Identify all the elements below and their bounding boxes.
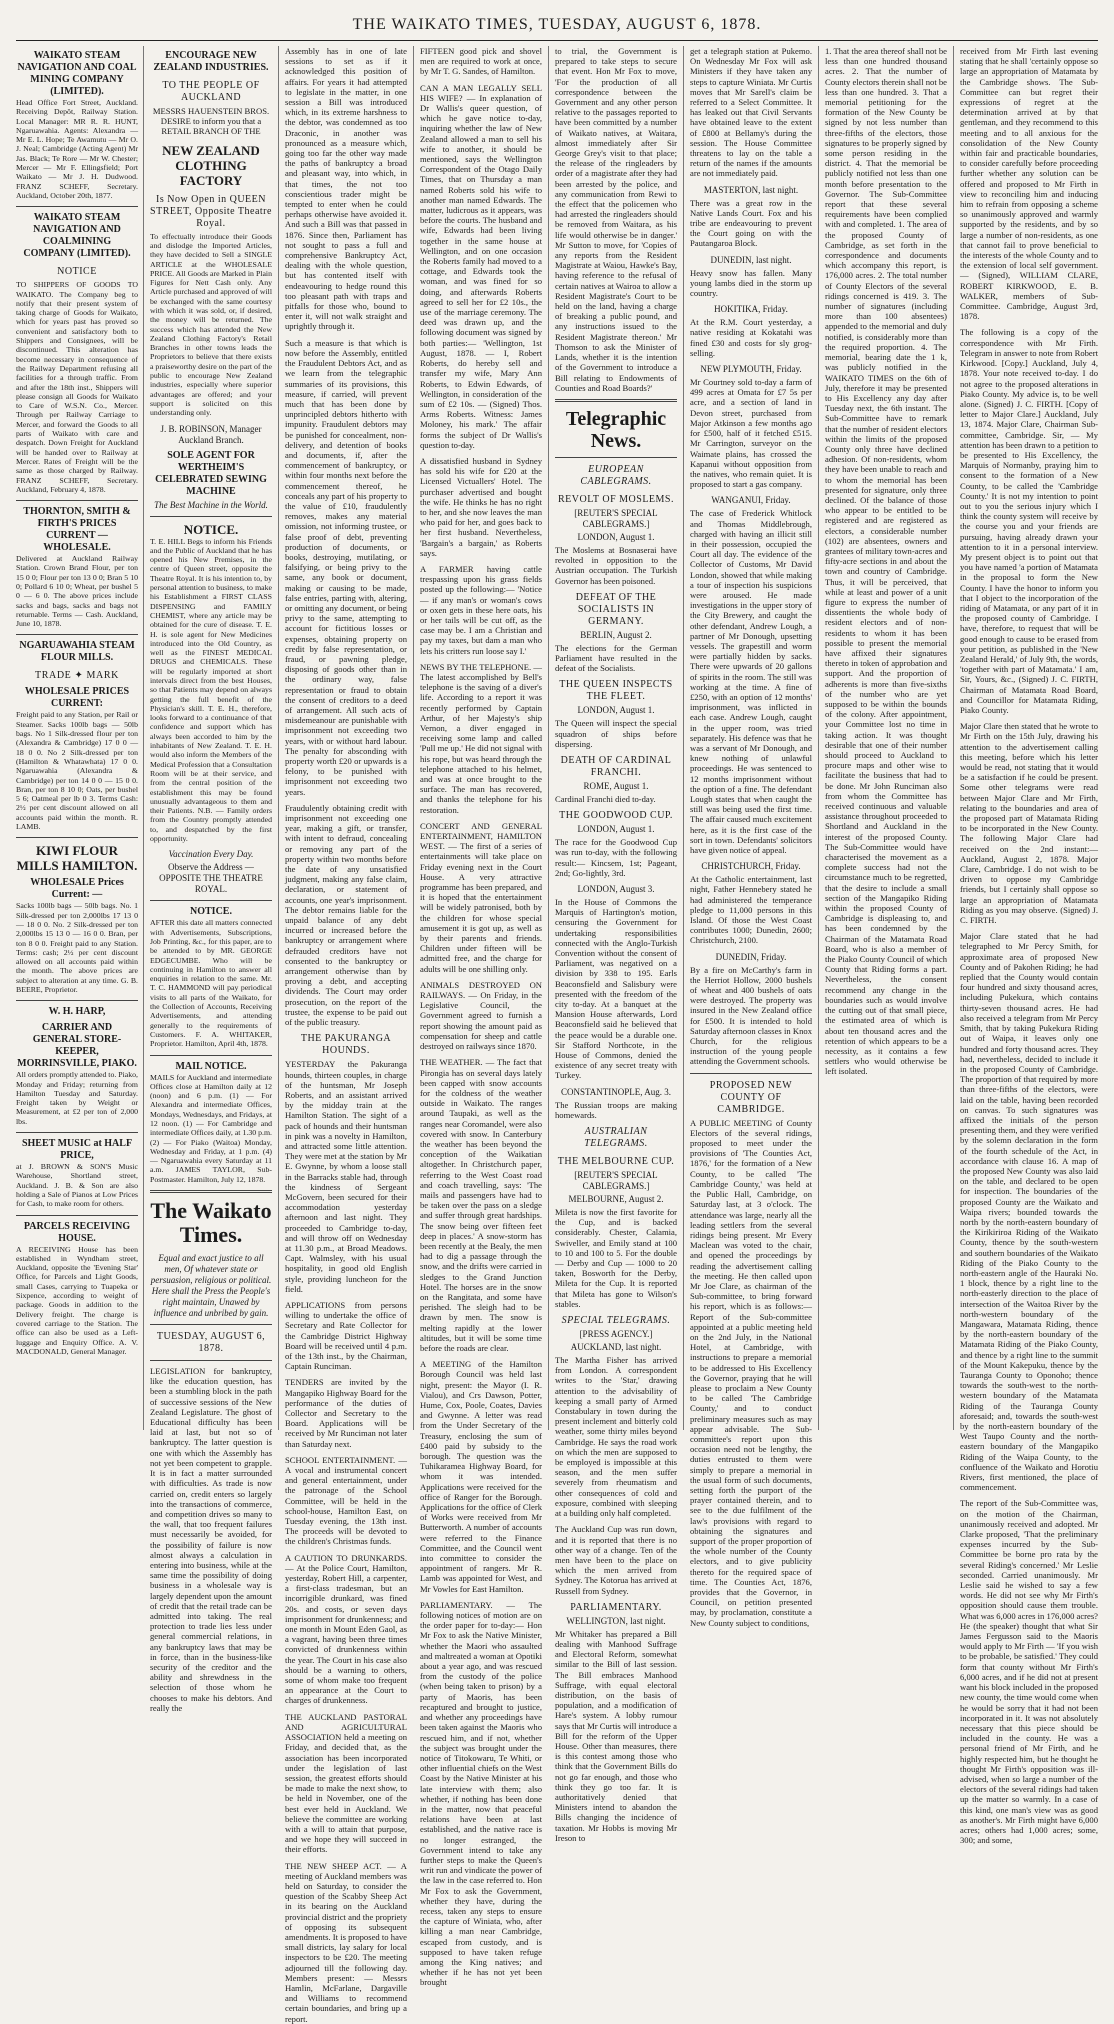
- divider: [150, 900, 272, 901]
- column-divider: [278, 46, 279, 1430]
- divider: [150, 1190, 272, 1193]
- column-2: [150, 46, 272, 1713]
- ad-title: NOTICE.: [183, 521, 239, 537]
- column-5: [555, 46, 677, 1843]
- article-paragraph: received from Mr Firth last evening stating that he shall 'certainly oppose so large an appropriation of Matamata by the Cambridge shows. The Sub-Committee can but regret their expressions of regret at the determination arrived at by that gentleman, and they recommend to this meeting and to all anxious for the consolidation of the New County within fair and practicable boundaries, to consider carefully before proceeding further whether any solution can be offered and proposed to Mr Firth in view to reconciling him and inducing him to refrain from opposing a scheme so unanimously approved and warmly supported by the residents, and by so large a number of non-residents, as one that cannot fail to prove beneficial to the interests of the whole County and to the extension of local self government. — (Signed), WILLIAM CLARE, ROBERT KIRKWOOD, E. B. WALKER, members of Sub-Committee. Cambridge, August 3rd, 1878.: [960, 46, 1098, 322]
- section-subtitle: EUROPEAN CABLEGRAMS.: [580, 463, 652, 487]
- article-paragraph: Assembly has in one of late sessions to set as if it acknowledged this position of affairs. For years it had attempted to legislate in the matter, in one session a Bill was introduced which, in its extreme harshness to the debtor, was condemned as too Draconic, in another was pronounced as a measure which, going too far the other way made the paths of bankruptcy a broad and pleasant way, into which, in that times, the not too conscientious trader might be tempted to enter when he could perhaps otherwise have avoided it. And such a Bill was that passed in 1876. Since then, Parliament has not sought to pass a full and comprehensive Bankruptcy Act, dealing with the whole question, but has contented itself with endeavouring to hedge round this too pleasant path with traps and pitfalls for those who, bound to enter it, will not walk straight and uprightly through it.: [285, 46, 407, 332]
- news-heading: THE QUEEN INSPECTS THE FLEET.: [559, 679, 673, 703]
- news-dateline: AUCKLAND, last night.: [570, 1342, 662, 1353]
- article-paragraph: FIFTEEN good pick and shovel men are required to work at once, by Mr T. G. Sandes, of Hamilton.: [420, 46, 542, 77]
- news-text: There was a great row in the Native Lands Court. Fox and his tribe are endeavouring to prevent the Court going on with the Pautangaroa Block.: [690, 197, 812, 249]
- news-dateline: MASTERTON, last night.: [703, 184, 799, 195]
- ad-title: PARCELS RECEIVING HOUSE.: [23, 1220, 131, 1244]
- article-paragraph: THE NEW SHEEP ACT. — A meeting of Auckland members was held on Saturday, to consider the question of the Scabby Sheep Act in its bearing on the Auckland provincial district and the propriety of opposing its subsequent amendments. It is proposed to have small districts, lay salary for local inspectors to be £20. The meeting adjourned till the following day. Members present: — Messrs Hamlin, McFarlane, Dargaville and Williams to recommend certain boundaries, and bring up a report.: [285, 1860, 407, 2024]
- column-divider: [953, 46, 954, 1430]
- divider: [555, 399, 677, 402]
- article-paragraph: The following is a copy of the correspondence with Mr Firth. Telegram in answer to note from Robert Kirkwood. [Copy.] Auckland, July 4, 1878. Your note received to-day. I do not agree to the proposed alterations in Piako County. My advice is, to be well alone. (Signed) J. C. FIRTH. [Copy of letter to Major Clare.] Auckland, July 13, 1874. Major Clare, Chairman Sub-committee, Cambridge. Sir, — My attention has been drawn to a petition to be presented to His Excellency, the Marquis of Normanby, praying him to consent to the formation of a New County, to be called the 'Cambridge County.' It is not my intention to point out to you the serious injury which I think the county system will receive by the course you and your friends are pursuing, having already drawn your attention to it in a personal interview. My present object is to point out that you have named 'a portion of Matamata in the proposal to form the New County. I have the honor to inform you that I object to the incorporation of the riding of Matamata, or any part of it in the proposed county of Cambridge. I have, therefore, to request that will be good enough to cause to be erased from your petition, as published in the 'New Zealand Herald,' of July 9th, the words, 'together with part of Matamata.' I am, Sir, Yours, &c., (Signed) J. C. FIRTH, Chairman of Matamata Road Board, and Councillor for Matamata Riding, Piako County.: [960, 327, 1098, 715]
- article-paragraph: APPLICATIONS from persons willing to undertake the office of Secretary and Rate Collector for the Cambridge District Highway Board will be received until 4 p.m. of the 13th inst., by the Chairman, Captain Runciman.: [285, 1299, 407, 1372]
- article-heading: PROPOSED NEW COUNTY OF CAMBRIDGE.: [709, 1079, 793, 1115]
- divider: [150, 516, 272, 517]
- column-3: [285, 46, 407, 2024]
- news-dateline: DUNEDIN, Friday.: [715, 951, 787, 962]
- news-text: Mileta is now the first favorite for the Cup, and is backed considerably. Chester, Calamia, Swiveller, and Emily stand at 100 to 10 and 100 to 5. For the double — Derby and Cup — 1000 to 20 taken, Bosworth for the Derby, Mileta for the Cup. It is reported that Mileta has gone to Wilson's stables.: [555, 1207, 677, 1309]
- news-heading: DEATH OF CARDINAL FRANCHI.: [560, 754, 672, 778]
- column-8: [960, 46, 1098, 1846]
- article-paragraph: 1. That the area thereof shall not be less than one hundred thousand acres. 2. That the number of County electors therein shall not be less than one hundred. 3. That a memorial petitioning for the formation of the New County be signed by not less number than three-fifths of the electors, those signatures to be properly signed by some person residing in the district. 4. That the memorial be publicly notified not less than one month before presentation to the Governor. The Sub-Committee report that these several requirements have been complied with and completed. 1. The area of the proposed County of Cambridge, as set forth in the correspondence and documents which accompany this report, is 176,000 acres. 2. The total number of County Electors of the several ridings concerned is 419. 3. The number of signatures (including more than 100 absentees) appended to the memorial and duly notified, is considerably more than the required proportion. 4. The memorial, bearing date the 1 k, was publicly notified in the WAIKATO TIMES on the 6th of July, therefore it may be presented to His Excellency any day after Tuesday next, the 6th instant. The Sub-Committee have to remark that the number of resident electors within the limits of the proposed County only three have declined adhesion. Of non-residents, whom they have been unable to reach and to whom the memorial has been presented for signature, only three declined. Of the balance of those who appear to be entitled to be registered and are registered as electors, a considerable number (102) are absentees, owners and grantees of military town-acres and fifty-acre sections in and about the town and country of Cambridge. Thus, it will be perceived, that while at least and power of a unit figure to express the number of dissentients the whole body of resident electors and of non-residents to whom it has been possible to present the memorial have affixed their signatures thereto in token of approbation and support. And the proportion of adherents is more than five-sixths of the number who are yet supposed to be within the bounds of the colony. After appointment, your Committee lost no time in taking action. It was thought desirable that one of their number should proceed to Auckland to procure maps and other wise to facilitate the business that had to be done. Mr John Runciman also from whom the Committee has received continuous and valuable assistance throughout proceeded to Shortland and Auckland in the interest of the proposed County. The Sub-Committee would have characterised the movement as a complete success had not the circumstance much to be regretted, that the desire to include a small section of the Mangapiko Riding within the proposed County of Cambridge is displeasing to, and has been condemned by the Chairman of the Matamata Road Board, who is also a member of the Piako County Council of which County that Riding forms a part. Nevertheless, the consent recommend any change in the boundaries such as would involve the cutting out of that small piece, the estimated area of which is about ten thousand acres and the retention of which appears to be a necessity, as it contains a few settlers who would otherwise be left isolated.: [825, 46, 947, 1077]
- column-divider: [548, 46, 549, 1430]
- column-4: [420, 46, 542, 1988]
- news-dateline: WANGANUI, Friday.: [711, 495, 791, 506]
- news-text: Mr Whitaker has prepared a Bill dealing with Manhood Suffrage and Electoral Reform, somewhat similar to the Bill of last session. The Bill embraces Manhood Suffrage, with equal electoral distribution, on the basis of population, and a modification of Hare's system. A lobby rumour says that Mr Curtis will introduce a Bill for the reform of the Upper House. Other than measures, there is this contest among those who think that the Government Bills do not go far enough, and those who think they go too far. It is authoritatively denied that Ministers intend to abandon the Bills changing the incidence of taxation. Mr Hobbs is moving Mr Ireson to: [555, 1628, 677, 1843]
- article-paragraph: to trial, the Government is prepared to take steps to secure that event. Hon Mr Fox to move, 'For the production of all correspondence between the Government and any other person relative to the passages reported to have been committed by a number of Waikato natives, at Waitara, almost immediately after Sir George Grey's visit to that place; the release of the ringleaders by order of a magistrate after they had been arrested by the police, and any communication from Rewi to the effect that the policemen who had arrested the ringleaders should be removed from Waitara, as his life would otherwise be in danger.' Mr Sutton to move, for 'Copies of any reports from the Resident Magistrate at Waiou, Hawke's Bay, having reference to the refusal of certain natives at Wairoa to allow a Resident Magistrate's Court to be held on the land, having a charge of breaking a public pound, and any instructions issued to the Resident Magistrate thereon.' Mr Thomson to ask the Minister of Lands, whether it is the intention of the Government to introduce a Bill relating to Endowments of Counties and Road Boards?': [555, 46, 677, 393]
- divider: [16, 206, 138, 207]
- ad-title: SHEET MUSIC at HALF PRICE,: [21, 1138, 133, 1162]
- news-dateline: CONSTANTINOPLE, Aug. 3.: [560, 1086, 672, 1097]
- ad-title: SOLE AGENT FOR WERTHEIM'S CELEBRATED SEWING MACHINE: [155, 449, 267, 497]
- article-paragraph: PARLIAMENTARY. — The following notices of motion are on the order paper for to-day:— Hon Mr Fox to ask the Native Minister, whether the Maori who assaulted and maltreated a woman at Opotiki about a year ago, and was rescued from the custody of the police (when being taken to prison) by a party of Maoris, has been recaptured and brought to justice, and whether any proceedings have been taken against the Maoris who rescued him, and if not, whether the subject was brought under the notice of Titokowaru, Te Whiti, or other influential chiefs on the West Coast by the Native Minister at his late interview with them; also whether, if nothing has been done in the matter, now that peaceful relations have been at last established, and the native race is no longer estranged, the Government intend to take any further steps to make the Queen's writ run and vindicate the power of the law in the case referred to. Hon Mr Fox to ask the Government, whether they have, during the recess, taken any steps to ensure the capture of Winiata, who, after killing a man near Cambridge, escaped from custody, and is supposed to have taken refuge among the King natives; and whether if he has not yet been brought: [420, 1599, 542, 1988]
- ad-subtitle: CARRIER AND GENERAL STORE-KEEPER, MORRINSVILLE, PIAKO.: [17, 1022, 137, 1070]
- ad-title: WAIKATO STEAM NAVIGATION AND COAL MINING COMPANY (LIMITED).: [17, 50, 137, 97]
- article-paragraph: A dissatisfied husband in Sydney has sold his wife for £20 at the Licensed Victuallers' Hotel. The purchaser advertised and bought the wife. He thinks he has no right to her, and she now leaves the man who paid for her, and goes back to her first husband. Nevertheless, 'Bargain's a bargain,' as Roberts says.: [420, 455, 542, 558]
- article-heading: THE PAKURANGA HOUNDS.: [300, 1033, 392, 1057]
- article-paragraph: Fraudulently obtaining credit with imprisonment not exceeding one year, making a gift, or transfer, with intent to defraud, concealing or removing any part of the property within two months before the date of any unsatisfied judgment, making any false claim, declaration, or statement of accounts, one year's imprisonment. The debtor remains liable for the unpaid balance of any debt incurred or increased before the bankruptcy or arrangement where defrauded creditors have not consented to the bankruptcy or arrangement otherwise than by proving a debt, and accepting dividends. The Court may order prosecution, on the report of the trustee, the expense to be paid out of the public treasury.: [285, 802, 407, 1028]
- ad-body: Freight paid to any Station, per Rail or Steamer. Sacks 100lb bags — 50lb bags. No 1 Silk-dressed flour per ton (Alexandra & Cambridge) 17 0 0 — 18 0 0. No 2 Silk-dressed per ton (Hamilton & Whatawhata) 17 0 0. Ngaruawahia (Alexandra & Cambridge) per ton 14 0 0 — 15 0 0. Bran, per ton 8 10 0; Oats, per bushel 5 6; Oatmeal per lb 0 3. Terms Cash: 2½ per cent discount allowed on all accounts paid within the month. R. LAMB.: [16, 710, 138, 832]
- ad-title: NGARUAWAHIA STEAM FLOUR MILLS.: [19, 640, 135, 664]
- ad-title: W. H. HARP,: [48, 1006, 106, 1018]
- ad-subtitle: WHOLESALE PRICES CURRENT:: [24, 686, 130, 710]
- news-source: [PRESS AGENCY.]: [579, 1329, 653, 1340]
- news-heading: PARLIAMENTARY.: [570, 1601, 662, 1613]
- article-paragraph: A CAUTION TO DRUNKARDS. — At the Police Court, Hamilton, yesterday, Robert Hill, a carpenter, a first-class tradesman, but an incorrigible drunkard, was fined 20s. and costs, or seven days imprisonment for drunkenness; and one month in Mount Eden Gaol, as a vagrant, having been three times convicted of drunkenness within the year. The Court in his case also should be a warning to others, some of whom make too frequent an appearance at the Court to charges of drunkenness.: [285, 1552, 407, 1706]
- divider: [16, 634, 138, 635]
- article-paragraph: YESTERDAY the Pakuranga hounds, thirteen couples, in charge of the huntsman, Mr Joseph Roberts, and an assistant arrived by the midday train at the Hamilton Station. The sight of a pack of hounds and their huntsman in pink was a novelty in Hamilton, and attracted some little attention. They were met at the station by Mr E. Gwynne, by whom a loose stall in the Barracks stable had, through the kindness of Sergeant McGovern, been secured for their accommodation yesterday afternoon and last night. They proceeded to Cambridge to-day, and will throw off on Wednesday at 11.30 p.m., at Broad Meadows. Capt. Walmsley, with his usual hospitality, in good old English style, providing luncheon for the field.: [285, 1059, 407, 1294]
- ad-subtitle: WHOLESALE Prices Current: —: [30, 877, 124, 901]
- ad-subtitle: TO THE PEOPLE OF AUCKLAND: [162, 80, 260, 103]
- article-paragraph: A FARMER having cattle trespassing upon his grass fields posted up the following:— 'Notice — if any man's or woman's cows or oxen gets in these here oats, his or her tails will be cut off, as the case may be. I am a Christian and pay my taxes, but dam a man who lets his critters run loose say I.': [420, 563, 542, 656]
- ad-headline: NEW ZEALAND CLOTHING FACTORY: [162, 142, 260, 188]
- ad-body: To effectually introduce their Goods and dislodge the Imported Articles, they have decided to Sell a SINGLE ARTICLE at the WHOLESALE PRICE. All Goods are Marked in Plain Figures for Nett Cash only. Any Article purchased and approved of will be exchanged with the same courtesy with which it was sold, or, if desired, the money will be returned. The success which has attended the New Zealand Clothing Factory's Retail Branches in other towns leads the Proprietors to believe that there exists a praiseworthy desire on the part of the public to encourage New Zealand industries, especially where superior advantages are offered; and your support is solicited on this understanding only.: [150, 231, 272, 418]
- column-7: [825, 46, 947, 1430]
- news-heading: THE GOODWOOD CUP.: [559, 810, 673, 822]
- masthead-rule: [16, 40, 1098, 41]
- ad-body: MESSRS HAUENSTEIN BROS. DESIRE to inform you that a RETAIL BRANCH OF THE: [152, 106, 270, 137]
- divider: [690, 1073, 812, 1074]
- news-dateline: ROME, August 1.: [583, 780, 649, 791]
- article-paragraph: NEWS BY THE TELEPHONE. — The latest accomplished by Bell's telephone is the saving of a diver's life. According to a report it was recently performed by Captain Arthur, of her Majesty's ship Vernon, a diver engaged in receiving some lamp and called 'Pull me up.' He did not signal with his rope, but was heard through the telephone attached to his helmet, and was at once brought to the surface. The man has recovered, and thanks the telephone for his restoration.: [420, 661, 542, 815]
- trade-mark: TRADE ✦ MARK: [35, 670, 119, 682]
- article-paragraph: SCHOOL ENTERTAINMENT. — A vocal and instrumental concert and general entertainment, under the patronage of the School Committee, will be held in the school-house, Hamilton East, on Tuesday evening, the 13th inst. The proceeds will be devoted to the children's Christmas funds.: [285, 1454, 407, 1547]
- article-paragraph: CAN A MAN LEGALLY SELL HIS WIFE? — In explanation of Dr Wallis's queer question, of which he gave notice to-day, inquiring whether the law of New Zealand allowed a man to sell his wife to another, it should be mentioned, says the Wellington Correspondent of the Otago Daily Times, that on Thursday a man named Roberts sold his wife to another man named Edwards. The matter, ludicrous as it appears, was before the courts. The husband and wife, Edwards had been living together in the same house at Wellington, and on one occasion the Roberts family had moved to a cottage, and Edwards took the woman, and was fined for so doing, and afterwards Roberts agreed to sell her for £2 10s., the use of the marriage ceremony. The deed was drawn up, and the following document was signed by both parties:— 'Wellington, 1st August, 1878. — I, Robert Roberts, do hereby sell and transfer my wife, Mary Ann Roberts, to Edwin Edwards, of Wellington, in consideration of the sum of £2 10s. — (Signed) Thos. Arms Roberts. Witness: James Moloney, his mark.' The affair forms the subject of Dr Wallis's question to-day.: [420, 82, 542, 450]
- divider: [16, 1000, 138, 1001]
- ad-title: THORNTON, SMITH & FIRTH'S PRICES CURRENT — WHOLESALE.: [23, 506, 131, 554]
- column-divider: [143, 46, 144, 1430]
- news-heading: DEFEAT OF THE SOCIALISTS IN GERMANY.: [575, 591, 657, 627]
- divider: [16, 500, 138, 501]
- column-6: [690, 46, 812, 1628]
- article-paragraph: TENDERS are invited by the Mangapiko Highway Board for the performance of the duties of Collector and Secretary to the Board. Applications will be received by Mr Runciman not later than Saturday next.: [285, 1377, 407, 1449]
- ad-body: AFTER this date all matters connected with Advertisements, Subscriptions, Job Printing, &c., for this paper, are to be attended to by MR. GEORGE EDGECUMBE. Who will be continuing in Hamilton to answer all enquiries in relation to the same. Mr. T. C. HAMMOND will pay periodical visits to all parts of the Waikato, for the Collection of Accounts, Receiving Advertisements, and attending generally to the requirements of Customers. F. A. WHITAKER, Proprietor. Hamilton, April 4th, 1878.: [150, 918, 272, 1049]
- ad-body: TO SHIPPERS OF GOODS TO WAIKATO. The Company beg to notify that their present system of taking charge of Goods for Waikato, which for years past has proved so convenient and satisfactory both to Shippers and Consignees, will be discontinued. This alteration has become necessary in consequence of the Railway Department refusing all facilities for a through traffic. From and after the 18th inst., Shippers will please consign all Goods for Waikato to Care of W.S.N. Co., Mercer. Through per Railway Carriage to Mercer, and forward the Goods to all parts of Waikato with care and despatch. Down Freight for Auckland will be handed over to Railway at Mercer. Rates of Freight will be the same as those charged by Railway. FRANZ SCHEFF, Secretary. Auckland, February 4, 1878.: [16, 280, 138, 494]
- divider: [150, 1360, 272, 1361]
- news-dateline: HOKITIKA, Friday.: [714, 304, 788, 315]
- divider: [150, 1055, 272, 1056]
- ad-title: KIWI FLOUR MILLS HAMILTON.: [16, 843, 138, 874]
- ad-body: T. E. HILL Begs to inform his Friends and the Public of Auckland that he has opened his New Premises, in the centre of Queen street, opposite the Theatre Royal. It is his intention to, by personal attention to business, to make his Establishment a FIRST CLASS DISPENSING and FAMILY CHEMIST, where any article may be obtained for the cure of disease. T. E. H. is sole agent for New Medicines introduced into the Old Country, as well as the FINEST MEDICAL DRUGS and CHEMICALS. These will be regularly imported at short intervals direct from the best Houses, so that Patients may depend on always getting the full benefit of the Physician's skill. T. E. H., therefore, looks forward to a continuance of that confidence and support which has always been accorded to him by the inhabitants of New Zealand. T. E. H. would also inform the Members of the Medical Profession that a Consultation Room will be at their service, and from the central position of the establishment this may be found unusually advantageous to them and their Patients. N.B. — Family orders from the Country promptly attended to, and despatched by the first opportunity.: [150, 536, 272, 844]
- column-divider: [818, 46, 819, 1430]
- ad-body: at J. BROWN & SON'S Music Warehouse, Shortland street, Auckland. J. B. & Son are also holding a Sale of Pianos at Low Prices for Cash, to make room for others.: [16, 1162, 138, 1209]
- ad-title: ENCOURAGE NEW ZEALAND INDUSTRIES.: [153, 50, 269, 73]
- news-heading: THE MELBOURNE CUP.: [557, 1156, 675, 1168]
- address-note: Observe the Address — OPPOSITE THE THEATRE ROYAL.: [159, 862, 263, 895]
- divider: [555, 457, 677, 458]
- ad-body: Sacks 100lb bags — 50lb bags. No. 1 Silk-dressed per ton 2,000lbs 17 13 0 — 18 0 0. No. 2 Silk-dressed per ton 2,000lbs 15 13 0 — 16 0 0. Bran, per ton 8 0 0. Freight paid to any Station. Terms: cash; 2½ per cent discount allowed on all accounts paid within the month. The above prices are subject to alteration at any time. G. B. BEERE, Proprietor.: [16, 901, 138, 994]
- ad-body: Head Office Fort Street, Auckland. Receiving Depôt, Railway Station. Local Manager: MR R. R. HUNT, Ngaruawahia. Agents: Alexandra — Mr E. L. Hope; Te Awamutu — Mr O. J. Neal; Cambridge (Acting Agent) Mr Jas. Black; Te Rore — Mr W. Chester; Mercer — Mr F. Ellingsfield; Port Waikato — Mr J. H. Dudwood. FRANZ SCHEFF, Secretary. Auckland, October 20th, 1877.: [16, 98, 138, 200]
- article-paragraph: Major Clare stated that he had telegraphed to Mr Percy Smith, for approximate area of proposed New County and of Pakohen Riding; he had replied that the County would contain four hundred and sixty thousand acres, including Pukekura, which contains thirty-seven thousand acres. He had also received a telegram from Mr Percy Smith, that by taking Pukekura Riding out of Waipa, it leaves only one hundred and forty thousand acres. They had, nevertheless, decided to include it in the proposed County of Cambridge. The proportion of that required by more than three-fifths of the electors, were laid on the table, having been recorded on canvas. To such signatures was affixed the initials of the person presenting them, and they were verified by the solemn declaration in the form of the fourth schedule of the Act, in accordance with clause 16. A map of the proposed New County was also laid on the table, and declared to be open for inspection. The boundaries of the proposed County are the Waikato and Waipa rivers; bounded towards the north by the north-eastern boundary of the Kirikiriroa Riding of the Waikato County, thence by the south-western and southern boundaries of the Waikato Riding of the Piako County to the north-eastern angle of the Hauraki No. 1 block, thence by a right line to the north-easterly direction to the place of intersection of the Waitoa River by the north-western boundary of the Mangawara, Matamata Riding, thence by the north-eastern boundary of the Matamata Riding of the Piako County, and thence by a right line to the summit of the Mount Kakepuku, thence by the Tauranga County to Oponoho; thence towards the south-west to the north-western boundary of the Matamata Riding of the Tauranga County aforesaid; and, towards the south-west by the north-eastern boundary of the West Taupo County and the north-eastern boundary of the Mangapiko Riding of the Waipa County, to the confluence of the Waikato and Horotiu Rivers, first mentioned, the place of commencement.: [960, 931, 1098, 1493]
- ad-body: A RECEIVING House has been established in Wyndham street, Auckland, opposite the 'Evening Star' Office, for Parcels and Light Goods, small Cases, carrying to Tuapeka or Sixpence, according to weight of package. Goods in addition to the Delivery freight. The charge is covered carriage to the Station. The office can also be used as a Left-luggage and Enquiry Office. A. V. MACDONALD, General Manager.: [16, 1244, 138, 1356]
- news-text: Mr Courtney sold to-day a farm of 499 acres at Omata for £7 5s per acre, and a section of land in Devon street, purchased from Major Atkinson a few months ago for £500, half of it fetched £515. Mr Carrington, surveyor on the Waimate plains, has crossed the Kapanui without opposition from the natives, who remain quiet. It is proposed to start a gas company.: [690, 377, 812, 490]
- news-source: [REUTER'S SPECIAL CABLEGRAMS.]: [574, 507, 658, 529]
- ad-body: All orders promptly attended to. Piako, Monday and Friday; returning from Hamilton Tuesday and Saturday. Freight taken by Weight or Measurement, at £2 per ton of 2,000 lbs.: [16, 1070, 138, 1126]
- news-text: The case of Frederick Whitlock and Thomas Middlebrough, charged with having an illicit still in their possession, occupied the Court all day. The evidence of the Collector of Customs, Mr David London, showed that while making a tour of inspection his suspicions were aroused. He made investigations in the upper story of the City Brewery, and caught the other defendant, Andrew Lough, a partner of Mr Donough, upsetting vessels. The grapestill and worm were partially hidden by sacks. There were upwards of 20 gallons of spirits in the room. The still was working at the time. A fine of £250, with an option of 12 months' imprisonment, was inflicted in each case. Andrew Lough, caught in the upper room, was tried separately. His defence was that he was a servant of Mr Donough, and knew nothing of unlawful proceedings. He was sentenced to 12 months imprisonment without the option of a fine. The defendant Lough states that when caught the still was being used the first time. The affair caused much excitement here, as it is the first case of the sort in town. Defendants' solicitors have given notice of appeal.: [690, 508, 812, 856]
- column-divider: [413, 46, 414, 1430]
- article-paragraph: A PUBLIC MEETING of County Electors of the several ridings, proposed to meet under the provisions of 'The Counties Act, 1876,' for the formation of a New County, to be called 'The Cambridge County,' was held at the Public Hall, Cambridge, on Saturday last, at 3 o'clock. The attendance was large, nearly all the leading settlers from the several ridings being present. Mr Every Maclean was voted to the chair, and opened the proceedings by reading the advertisement calling the meeting. He then called upon Mr Joe Clare, as chairman of the Sub-committee, to bring forward his report, which is as follows:— Report of the Sub-committee appointed at a public meeting held on the 2nd July, in the National Hotel, at Cambridge, with instructions to prepare a memorial to be addressed to His Excellency the Governor, praying that he will please to proclaim a New County to be called 'The Cambridge County,' and to conduct preliminary measures such as may appear advisable. The Sub-committee's report upon this occasion need not be lengthy, the duties entrusted to them were simply to prepare a memorial in the usual form of such documents, setting forth the purport of the prayer contained therein, and to see to the due fulfilment of the law's provisions with regard to obtaining the signatures and support of the proper proportion of the whole number of the County electors, and to give publicity thereto for the required space of time. The Counties Act, 1876, provides that the Governor, in Council, on petition presented may, by proclamation, constitute a New County subject to conditions,: [690, 1117, 812, 1628]
- article-paragraph: A MEETING of the Hamilton Borough Council was held last night, present: the Mayor (I. R. Vialou), and Crs Dawson, Potter, Hume, Cox, Poole, Coates, Davies and Gwynne. A letter was read from the Under Secretary of the Treasury, enclosing the sum of £400 paid by subsidy to the borough. The question was the Tuhikaramea Highway Board, for whom it was intended. Applications were received for the office of Ranger for the Borough. Applications for the office of Clerk of Works were received from Mr Butterworth. A number of accounts were referred to the Finance Committee, and the Council went into committee to consider the appointment of rangers. Mr R. Lamb was appointed for West, and Mr Vowles for East Hamilton.: [420, 1359, 542, 1594]
- news-dateline: LONDON, August 1.: [577, 824, 655, 835]
- news-text: The race for the Goodwood Cup was run to-day, with the following result:— Kincsem, 1st; Pageant, 2nd; Go-lightly, 3rd.: [555, 837, 677, 878]
- newspaper-title: The Waikato Times.: [150, 1198, 272, 1248]
- news-text: get a telegraph station at Pukemo. On Wednesday Mr Fox will ask Ministers if they have taken any steps to capture Winiata. Mr Curtis moves that Mr Sarell's claim be referred to a Select Committee. It has leaked out that Civil Servants have obtained leave to the extent of £800 at Bellamy's during the session. The House Committee threatens to lay on the table a return of the names if the amounts are not immediately paid.: [690, 46, 812, 179]
- editorial-text: LEGISLATION for bankruptcy, like the education question, has been a stumbling block in the path of successive sessions of the New Zealand Legislature. The ghost of Educational difficulty has been laid at last, but not so of bankruptcy. The latter question is one with which the Assembly has not yet been competent to grapple. It is in fact a matter surrounded with difficulties. As trade is now carried on, credit enters so largely into the transactions of commerce, and competition drives so many to the wall, that too frequent failures must necessarily be avoided, for the possibility of failure is now almost always a calculation in entering into business, while at the same time the possibility of doing business in a wholesale way is largely dependent upon the amount of credit that the retail trade can be admitted into taking. The real protection to trade lies less under general commercial relations, in any bankruptcy laws that may be in force, than in the business-like security of the creditor and the ability and shrewdness in the selection of those whom he chooses to make his debtors. And really the: [150, 1366, 272, 1713]
- dateline: TUESDAY, AUGUST 6, 1878.: [156, 1331, 266, 1355]
- divider: [16, 1132, 138, 1133]
- news-dateline: LONDON, August 1.: [577, 705, 655, 716]
- news-dateline: LONDON, August 1.: [577, 531, 655, 542]
- news-dateline: LONDON, August 3.: [577, 883, 655, 894]
- news-text: The Russian troops are making homewards.: [555, 1099, 677, 1120]
- news-dateline: MELBOURNE, August 2.: [568, 1194, 664, 1205]
- section-subtitle: AUSTRALIAN TELEGRAMS.: [584, 1126, 648, 1150]
- divider: [16, 837, 138, 838]
- news-text: In the House of Commons the Marquis of Hartington's motion, censuring the Government for undertaking responsibilities connected with the Anglo-Turkish Convention without the consent of Parliament, was negatived on a division by 338 to 195. Earls Beaconsfield and Salisbury were presented with the freedom of the city to-day. At a banquet at the Mansion House afterwards, Lord Beaconsfield said he believed that the peace would be a durable one. Sir Stafford Northcote, in the House of Commons, denied the existence of any secret treaty with Turkey.: [555, 896, 677, 1081]
- news-text: The Queen will inspect the special squadron of ships before dispersing.: [555, 718, 677, 749]
- article-paragraph: Such a measure is that which is now before the Assembly, entitled the Fraudulent Debtors Act, and as we learn from the telegraphic summaries of its provisions, this measure, if carried, will prevent much that has been done by unprincipled debtors hitherto with impunity. Fraudulent debtors may be punished for concealment, non-delivery, and detention of books and documents, if, after the commencement of bankruptcy, or within four months next before the commencement thereof, he conceals any part of his property to the value of £10, fraudulently removes, makes any material omission, not informing trustee, or false proof of debt, preventing production of documents, or books, destroying, mutilating, or falsifying, or being privy to the same, any book or document, making or causing to be made, false entries, parting with, altering, or omitting any document, or being privy to the same, attempting to account for fictitious losses or expenses, obtaining property on credit by false representation, or fraud, or pawning pledge, disposing of goods other than in the ordinary way, false representation or fraud to obtain the consent of creditors to a deed of arrangement. All such acts of misdemeanour are punishable with imprisonment not exceeding two years, with or without hard labour. The penalty for absconding with property worth £20 or upwards is a felony, to be punished with imprisonment not exceeding two years.: [285, 337, 407, 797]
- article-paragraph: ANIMALS DESTROYED ON RAILWAYS. — On Friday, in the Legislative Council, the Government agreed to furnish a report showing the amount paid as compensation for sheep and cattle destroyed on railways since 1870.: [420, 979, 542, 1052]
- news-dateline: DUNEDIN, last night.: [710, 254, 792, 265]
- ad-body: MAILS for Auckland and intermediate Offices close at Hamilton daily at 12 (noon) and 6 p.m. (1) — For Alexandra and intermediate Offices, Mondays, Wednesdays, and Fridays, at 12 noon. (1) — For Cambridge and intermediate Offices daily, at 1.30 p.m. (2) — For Piako (Waitoa) Monday, Wednesday and Friday, at 1 p.m. (4) — Ngaruawahia every Saturday at 11 a.m. JAMES TAYLOR, Sub-Postmaster. Hamilton, July 12, 1878.: [150, 1072, 272, 1184]
- column-1: [16, 46, 138, 1430]
- news-text: Cardinal Franchi died to-day.: [555, 793, 656, 804]
- news-text: The Moslems at Bosnaserai have revolted in opposition to the Austrian occupation. The Turkish Governor has been poisoned.: [555, 544, 677, 586]
- news-text: At the R.M. Court yesterday, a native residing at Kokatahi was fined £30 and costs for sly grog-selling.: [690, 317, 812, 358]
- news-dateline: WELLINGTON, last night.: [566, 1615, 666, 1626]
- news-text: The Auckland Cup was run down, and it is reported that there is no other way of a change. Ten of the men have been to the place on which the men arrived from Sydney. The Kotorua has arrived at Russell from Sydney.: [555, 1524, 677, 1596]
- motto: Equal and exact justice to all men, Of whatever state or persuasion, religious or political. Here shall the Press the People's right maintain, Unawed by influence and unbribed by gain.: [150, 1253, 272, 1319]
- news-text: The elections for the German Parliament have resulted in the defeat of the Socialists.: [555, 642, 677, 674]
- ad-title: NOTICE.: [190, 906, 232, 918]
- news-heading: REVOLT OF MOSLEMS.: [558, 493, 674, 505]
- ad-body: Delivered at Auckland Railway Station. Crown Brand Flour, per ton 15 0 0; Flour per ton 13 0 0; Bran 5 10 0; Pollard 6 10 0; Wheat, per bushel 5 0 — 6 0. The above prices include sacks and bags, sacks and bags not returnable. Terms — Cash. Auckland, June 10, 1878.: [16, 554, 138, 629]
- section-title: Telegraphic News.: [565, 407, 667, 452]
- article-paragraph: CONCERT AND GENERAL ENTERTAINMENT, HAMILTON WEST. — The first of a series of entertainments will take place on Friday evening next in the Court House. A very attractive programme has been prepared, and it is hoped that the entertainment will be widely patronised, both by the children for whose special amusement it is got up, as well as by their parents and friends. Children under fifteen will be admitted free, and the charge for adults will be one shilling only.: [420, 820, 542, 974]
- ad-signature: J. B. ROBINSON, Manager Auckland Branch.: [160, 423, 262, 445]
- ad-title: WAIKATO STEAM NAVIGATION AND COALMINING COMPANY (LIMITED).: [23, 212, 131, 260]
- divider: [150, 1324, 272, 1325]
- column-divider: [683, 46, 684, 1430]
- divider: [16, 1215, 138, 1216]
- ad-title: MAIL NOTICE.: [175, 1060, 247, 1072]
- news-dateline: NEW PLYMOUTH, Friday.: [700, 364, 802, 375]
- vaccination-note: Vaccination Every Day.: [168, 849, 254, 860]
- ad-body: The Best Machine in the World.: [154, 499, 268, 510]
- article-paragraph: The report of the Sub-Committee was, on the motion of the Chairman, unanimously received and adopted. Mr Clarke proposed, 'That the preliminary expenses incurred by the Sub-Committee be borne pro rata by the several Riding's concerned.' Mr Leslie seconded. Carried unanimously. Mr Leslie said he wished to say a few words. He did not see why Mr Firth's opposition should cause them trouble. What was 6,000 acres in 176,000 acres? He (the speaker) thought that what Sir James Fergusson said to the Maoris would apply to Mr Firth — 'If you wish to be probable, be satisfied.' They could form that county without Mr Firth's 6,000 acres, and if he did not at present want his block included in the proposed new county, the time would come when he would be sorry that it had not been incorporated in it. It was not absolutely necessary that this piece should be included in the county. He was a personal friend of Mr Firth, and he highly respected him, but he thought he thought Mr Firth's opposition was ill-advised, when so large a number of the electors of the several ridings had taken up the matter so warmly. In a case of this kind, one man's view was as good as another's. Mr Firth might have 6,000 acres; others had 1,000 acres; some, 300; and some,: [960, 1498, 1098, 1846]
- news-text: The Martha Fisher has arrived from London. A correspondent writes to the 'Star,' drawing attention to the advisability of keeping a small party of Armed Constabulary in town during the present inclement and bitterly cold weather, some thirty miles beyond Cambridge. He says the road work on which the men are supposed to be employed is impossible at this season, and the men suffer severely from rheumatism and other consequences of cold and exposure, combined with sleeping at a building only half completed.: [555, 1355, 677, 1519]
- masthead: THE WAIKATO TIMES, TUESDAY, AUGUST 6, 1878.: [352, 16, 762, 33]
- news-text: At the Catholic entertainment, last night, Father Hennebery stated he had administered the temperance pledge to 11,000 persons in this Island. Of those the West Coast contributes 1000; Dunedin, 2600; Christchurch, 2100.: [690, 874, 812, 946]
- news-dateline: BERLIN, August 2.: [580, 629, 652, 640]
- article-paragraph: Major Clare then stated that he wrote to Mr Firth on the 15th July, drawing his attention to the advertisement calling this meeting, before which his letter would be read, not stating that it would be a satisfaction if he could be present. Some other telegrams were read between Major Clare and Mr Firth, relating to the boundaries and area of the proposed part of Matamata Riding to be incorporated in the New County. The following Major Clare had received on the 2nd instant:— Auckland, August 2, 1878. Major Clare, Cambridge. I do not wish to be driven to oppose my Cambridge friends, but I certainly shall oppose so large an appropriation of Matamata Riding as you may observe. (Signed) J. C. FIRTH.: [960, 721, 1098, 926]
- article-paragraph: THE AUCKLAND PASTORAL AND AGRICULTURAL ASSOCIATION held a meeting on Friday, and decided that, as the association has been incorporated under the legislation of last session, the greatest efforts should be made to make the next show, to be held in November, one of the best ever held in Auckland. We believe the committee are working with a will to attain that purpose, and we hope they will succeed in their efforts.: [285, 1711, 407, 1855]
- news-source: [REUTER'S SPECIAL CABLEGRAMS.]: [574, 1170, 658, 1192]
- article-paragraph: THE WEATHER. — The fact that Pirongia has on several days lately been capped with snow accounts for the coldness of the weather outside in Waikato. The ranges around Taupaki, as well as the ranges near Coromandel, were also covered with snow. In Canterbury the weather has been beyond the conception of the Waikatian altogether. In Christchurch paper, referring to the West Coast road and coach travelling, says: 'The mails and passengers have had to be taken over the pass on a sledge and suffer through great hardships. The snow being over fifteen feet deep in places.' A snow-storm has been recently at the Bealy, the men had to dig a passage through the snow, and the drifts were carried in sledges to the Grand Junction Hotel. The horses are in the snow on the Rangitata, and some have perished. The sleigh had to be drawn by men. The snow is melting rapidly at the lower altitudes, but it will be some time before the roads are clear.: [420, 1057, 542, 1353]
- ad-location: Is Now Open in QUEEN STREET, Opposite Theatre Royal.: [150, 193, 272, 229]
- ad-subtitle: NOTICE: [57, 266, 97, 278]
- section-subtitle: SPECIAL TELEGRAMS.: [561, 1315, 671, 1327]
- news-dateline: CHRISTCHURCH, Friday.: [701, 861, 801, 872]
- news-text: By a fire on McCarthy's farm in the Herriot Hollow, 2000 bushels of wheat and 400 bushels of oats were destroyed. The property was insured in the New Zealand office for £500. It is intended to hold Saturday afternoon classes in Knox Church, for the religious instruction of the young people attending the Government schools.: [690, 964, 812, 1067]
- news-text: Heavy snow has fallen. Many young lambs died in the storm up country.: [690, 267, 812, 299]
